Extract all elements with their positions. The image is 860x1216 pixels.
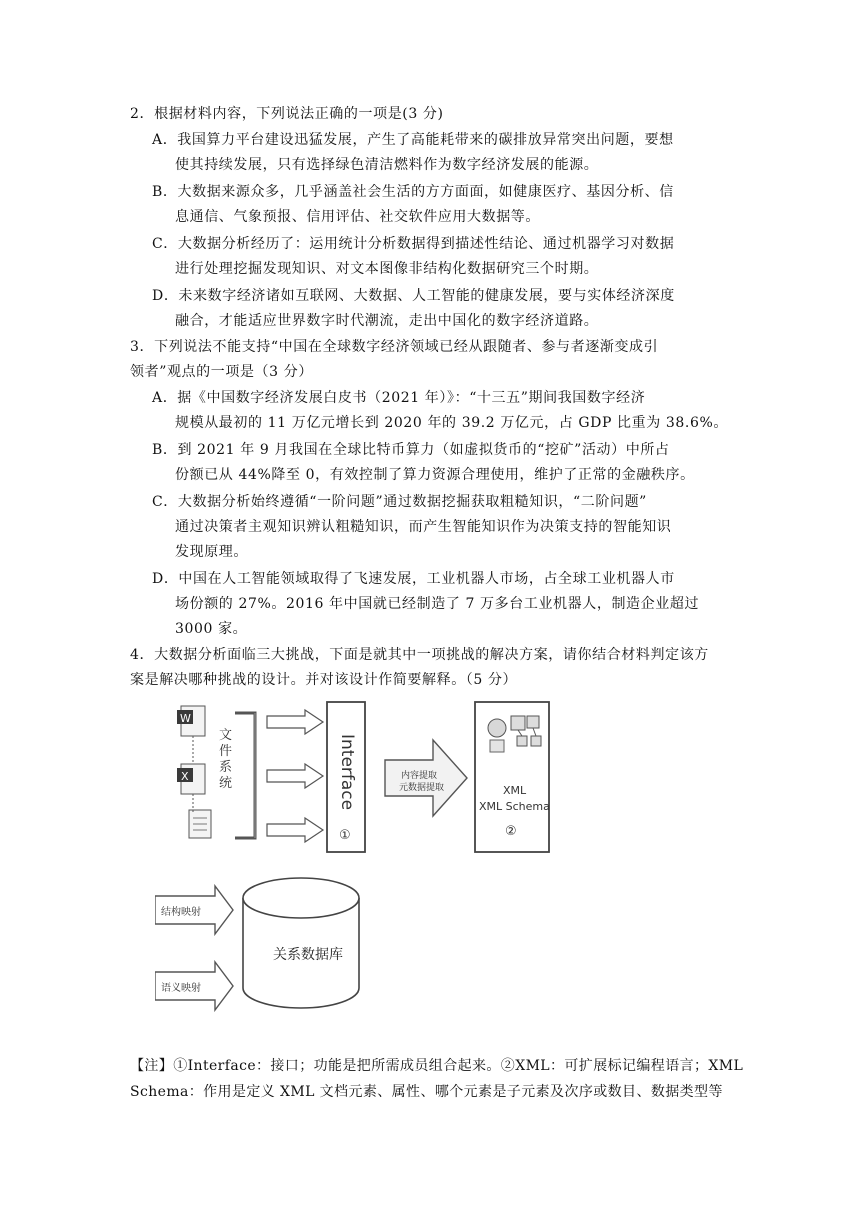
q3-option-c: C．大数据分析始终遵循“一阶问题”通过数据挖掘获取粗糙知识，“二阶问题” — [152, 494, 647, 510]
q3-option-a: A．据《中国数字经济发展白皮书（2021 年）》：“十三五”期间我国数字经济 — [152, 390, 646, 406]
arrow-to-interface-1 — [267, 710, 323, 734]
interface-label: Interface — [337, 734, 357, 811]
xml-label: XML — [503, 784, 527, 797]
q2-option-b-cont: 息通信、气象预报、信用评估、社交软件应用大数据等。 — [175, 209, 540, 225]
svg-text:W: W — [180, 712, 191, 725]
extract-label-2: 元数据提取 — [399, 783, 445, 793]
q2-option-d-cont: 融合，才能适应世界数字时代潮流，走出中国化的数字经济道路。 — [175, 313, 599, 329]
database-label: 关系数据库 — [273, 947, 343, 963]
q2-option-a-cont: 使其持续发展，只有选择绿色清洁燃料作为数字经济发展的能源。 — [175, 157, 599, 173]
q2-option-c: C．大数据分析经历了：运用统计分析数据得到描述性结论、通过机器学习对数据 — [152, 236, 675, 252]
svg-text:X: X — [181, 770, 189, 783]
q3-option-d: D．中国在人工智能领域取得了飞速发展，工业机器人市场，占全球工业机器人市 — [152, 571, 675, 587]
question-3-stem-cont: 领者”观点的一项是（3 分） — [130, 364, 313, 380]
arrow-to-interface-3 — [267, 818, 323, 842]
semantic-map-label: 语义映射 — [161, 983, 201, 994]
note-line-2: Schema：作用是定义 XML 文档元素、属性、哪个元素是子元素及次序或数目、数据类型等 — [130, 1084, 723, 1100]
q2-option-d: D．未来数字经济诸如互联网、大数据、人工智能的健康发展，要与实体经济深度 — [152, 288, 675, 304]
q3-option-a-cont: 规模从最初的 11 万亿元增长到 2020 年的 39.2 万亿元，占 GDP 比重为 38.6%。 — [175, 415, 728, 431]
struct-map-label: 结构映射 — [161, 907, 201, 918]
text-file-icon — [189, 810, 211, 838]
xml-schema-label: XML Schema — [479, 800, 550, 813]
q3-option-b: B．到 2021 年 9 月我国在全球比特币算力（如虚拟货币的“挖矿”活动）中所占 — [152, 442, 670, 458]
extract-label: 内容提取 — [401, 771, 438, 781]
excel-file-icon — [177, 764, 205, 794]
arrow-to-interface-2 — [267, 764, 323, 788]
q3-option-b-cont: 份额已从 44%降至 0，有效控制了算力资源合理使用，维护了正常的金融秩序。 — [175, 467, 695, 483]
q3-option-d-cont2: 3000 家。 — [175, 621, 248, 637]
q3-option-c-cont2: 发现原理。 — [175, 544, 248, 560]
q2-option-b: B．大数据来源众多，几乎涵盖社会生活的方方面面，如健康医疗、基因分析、信 — [152, 184, 674, 200]
file-system-label: 文件系统 — [219, 728, 233, 791]
database-cylinder — [243, 878, 359, 1008]
note-line-1: 【注】①Interface：接口；功能是把所需成员组合起来。②XML：可扩展标记编程语言；XML — [130, 1058, 744, 1074]
solution-diagram — [155, 688, 585, 1028]
question-4-stem: 4．大数据分析面临三大挑战，下面是就其中一项挑战的解决方案，请你结合材料判定该方 — [130, 647, 709, 663]
interface-mark: ① — [339, 828, 351, 843]
question-3-stem: 3．下列说法不能支持“中国在全球数字经济领域已经从跟随者、参与者逐渐变成引 — [130, 339, 659, 355]
question-2-stem: 2．根据材料内容，下列说法正确的一项是(3 分) — [130, 106, 444, 122]
q3-option-d-cont: 场份额的 27%。2016 年中国就已经制造了 7 万多台工业机器人，制造企业超过 — [175, 596, 700, 612]
question-4-stem-cont: 案是解决哪种挑战的设计。并对该设计作简要解释。（5 分） — [130, 672, 518, 688]
q2-option-c-cont: 进行处理挖掘发现知识、对文本图像非结构化数据研究三个时期。 — [175, 261, 599, 277]
q3-option-c-cont: 通过决策者主观知识辨认粗糙知识，而产生智能知识作为决策支持的智能知识 — [175, 519, 672, 535]
word-file-icon — [177, 706, 205, 736]
q2-option-a: A．我国算力平台建设迅猛发展，产生了高能耗带来的碳排放异常突出问题，要想 — [152, 132, 674, 148]
xml-mark: ② — [505, 824, 517, 839]
